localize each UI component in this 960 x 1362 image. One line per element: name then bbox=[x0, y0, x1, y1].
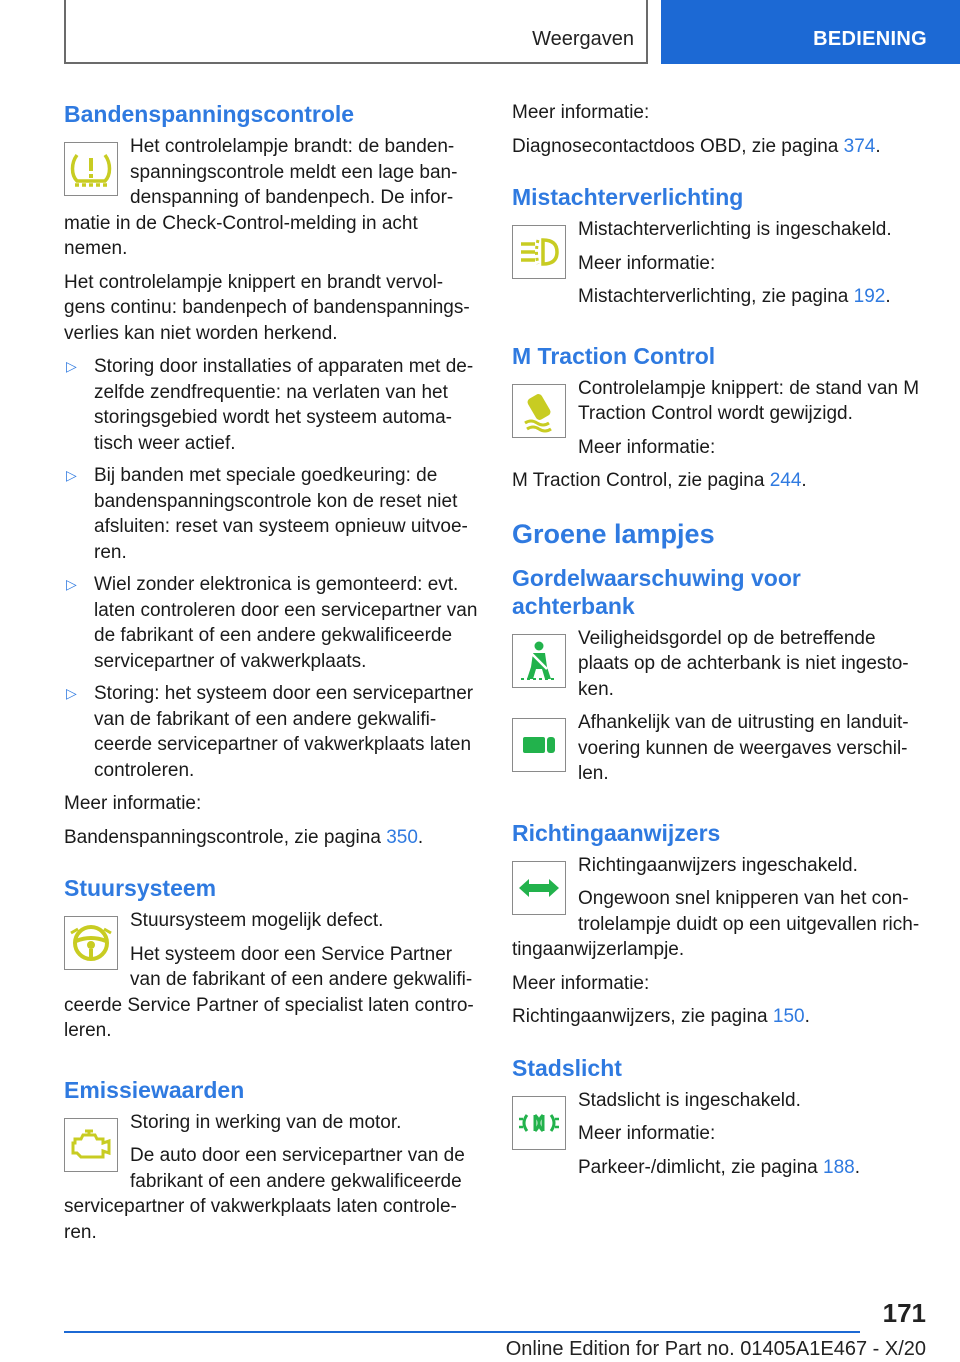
steering-paragraph-2: Het systeem door een Service Partner van de fabrikant of een andere gekwalifi-ceerde Service Partner of specialist laten contro-leren. bbox=[64, 943, 474, 1041]
turn-more-info: Meer informatie: bbox=[512, 972, 650, 994]
heading-parking-light: Stadslicht bbox=[512, 1054, 622, 1081]
tpms-paragraph-1: Het controlelampje brandt: de banden-spanningscontrole meldt een lage ban-denspanning of bandenpech. De infor-matie in de Check-Control-melding in acht nemen. bbox=[64, 136, 458, 259]
traction-reference: M Traction Control, zie pagina 244. bbox=[512, 470, 807, 491]
parking-paragraph-1: Stadslicht is ingeschakeld. bbox=[578, 1089, 801, 1111]
page-link-150[interactable]: 150 bbox=[772, 1006, 805, 1027]
turn-paragraph-1: Richtingaanwijzers ingeschakeld. bbox=[578, 854, 858, 876]
obd-reference: Diagnosecontactdoos OBD, zie pagina 374. bbox=[512, 135, 881, 157]
seatbelt-icon bbox=[512, 634, 566, 688]
rear-fog-icon bbox=[512, 225, 566, 279]
steering-icon bbox=[64, 916, 118, 970]
page-link-188[interactable]: 188 bbox=[823, 1156, 855, 1178]
emission-paragraph-2: De auto door een servicepartner van de fabrikant of een andere gekwalificeerde servicepartner of vakwerkplaats laten controle-ren. bbox=[64, 1145, 465, 1243]
parking-more-info: Meer informatie: bbox=[578, 1123, 716, 1144]
page-link-192[interactable]: 192 bbox=[853, 286, 886, 307]
header-chapter-box bbox=[64, 0, 648, 64]
right-column bbox=[512, 100, 926, 1188]
heading-turn-signals: Richtingaanwijzers bbox=[512, 819, 721, 846]
bullet-triangle-icon: ▷ bbox=[66, 685, 77, 701]
rear-seat-icon bbox=[512, 718, 566, 772]
turn-reference: Richtingaanwijzers, zie pagina 150. bbox=[512, 1006, 810, 1027]
emission-paragraph-1: Storing in werking van de motor. bbox=[130, 1111, 402, 1133]
heading-tpms: Bandenspanningscontrole bbox=[64, 101, 355, 127]
parking-reference: Parkeer-/dimlicht, zie pagina 188. bbox=[578, 1156, 860, 1178]
header-section-tab bbox=[661, 0, 960, 64]
heading-emission: Emissiewaarden bbox=[64, 1076, 245, 1103]
bullet-triangle-icon: ▷ bbox=[66, 358, 77, 374]
traction-icon bbox=[512, 384, 566, 438]
chapter-title: Weergaven bbox=[532, 28, 634, 50]
page-link-374[interactable]: 374 bbox=[843, 135, 876, 157]
belt-paragraph-2: Afhankelijk van de uitrusting en landuit-voering kunnen de weergaves verschil-len. bbox=[578, 712, 909, 784]
tpms-reference: Bandenspanningscontrole, zie pagina 350. bbox=[64, 826, 424, 848]
heading-steering: Stuursysteem bbox=[64, 875, 217, 901]
belt-paragraph-1: Veiligheidsgordel op de betreffende plaats op de achterbank is niet ingesto-ken. bbox=[578, 627, 909, 700]
page-number: 171 bbox=[882, 1298, 926, 1328]
traction-more-info: Meer informatie: bbox=[578, 436, 716, 458]
heading-seatbelt-rear: Gordelwaarschuwing voor achterbank bbox=[512, 564, 801, 619]
heading-traction: M Traction Control bbox=[512, 342, 716, 369]
engine-icon bbox=[64, 1118, 118, 1172]
tpms-paragraph-2: Het controlelampje knippert en brandt vervol-gens continu: bandenpech of bandenspannings-verlies kan niet worden herkend. bbox=[64, 271, 470, 344]
fog-reference: Mistachterverlichting, zie pagina 192. bbox=[578, 286, 891, 307]
bullet-triangle-icon: ▷ bbox=[66, 467, 77, 483]
tpms-bullet-list bbox=[64, 354, 478, 783]
left-column bbox=[64, 100, 478, 1253]
obd-more-info: Meer informatie: bbox=[512, 102, 650, 123]
footer-divider bbox=[64, 1331, 860, 1333]
traction-paragraph-1: Controlelampje knippert: de stand van M Traction Control wordt gewijzigd. bbox=[578, 377, 920, 424]
section-title: BEDIENING bbox=[813, 28, 927, 50]
tire-pressure-icon bbox=[64, 142, 118, 196]
heading-green-lamps: Groene lampjes bbox=[512, 518, 715, 549]
page-link-350[interactable]: 350 bbox=[386, 826, 418, 848]
list-item: ▷ Bij banden met speciale goedkeuring: de bandenspanningscontrole kon de reset niet afsluiten: reset van systeem opnieuw uitvoe-ren. bbox=[66, 465, 468, 563]
turn-paragraph-2: Ongewoon snel knipperen van het con-trolelampje duidt op een uitgevallen rich-tingaanwijzerlampje. bbox=[512, 888, 920, 960]
fog-more-info: Meer informatie: bbox=[578, 252, 716, 274]
page-link-244[interactable]: 244 bbox=[769, 470, 802, 491]
list-item: ▷ Storing: het systeem door een servicepartner van de fabrikant of een andere gekwalifi-ceerde servicepartner of vakwerkplaats laten controleren. bbox=[66, 683, 474, 781]
turn-signal-icon bbox=[512, 861, 566, 915]
fog-paragraph-1: Mistachterverlichting is ingeschakeld. bbox=[578, 219, 892, 240]
footer-edition: Online Edition for Part no. 01405A1E467 - X/20 bbox=[505, 1338, 926, 1360]
tpms-more-info: Meer informatie: bbox=[64, 793, 202, 814]
heading-rear-fog: Mistachterverlichting bbox=[512, 184, 744, 210]
list-item: ▷ Storing door installaties of apparaten met de-zelfde zendfrequentie: na verlaten van het storingsgebied wordt het systeem automa-tisch weer actief. bbox=[66, 356, 474, 454]
parking-light-icon bbox=[512, 1096, 566, 1150]
list-item: ▷ Wiel zonder elektronica is gemonteerd: evt. laten controleren door een servicepartner van de fabrikant of een andere gekwalificeerde servicepartner of vakwerkplaats. bbox=[66, 574, 478, 672]
bullet-triangle-icon: ▷ bbox=[66, 576, 77, 592]
steering-paragraph-1: Stuursysteem mogelijk defect. bbox=[130, 910, 384, 931]
